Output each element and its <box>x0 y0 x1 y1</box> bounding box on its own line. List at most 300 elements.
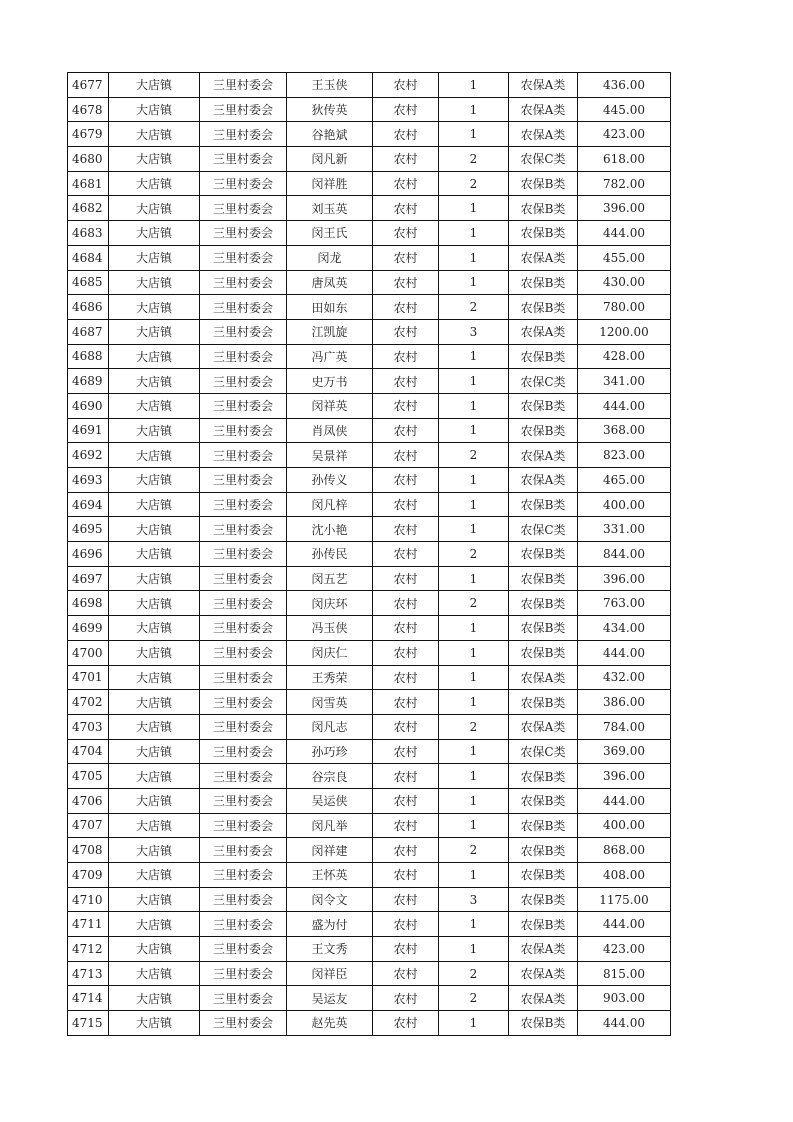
amount-cell: 903.00 <box>578 986 671 1011</box>
town-cell: 大店镇 <box>109 270 200 295</box>
area-type-cell: 农村 <box>373 912 439 937</box>
town-cell: 大店镇 <box>109 245 200 270</box>
person-name-cell: 王秀荣 <box>287 665 373 690</box>
household-count-cell: 1 <box>439 690 509 715</box>
town-cell: 大店镇 <box>109 764 200 789</box>
area-type-cell: 农村 <box>373 517 439 542</box>
village-committee-cell: 三里村委会 <box>200 468 287 493</box>
household-count-cell: 1 <box>439 739 509 764</box>
area-type-cell: 农村 <box>373 468 439 493</box>
table-row <box>68 492 671 517</box>
town-cell: 大店镇 <box>109 295 200 320</box>
household-count-cell: 1 <box>439 369 509 394</box>
row-number-cell: 4715 <box>68 1011 109 1036</box>
row-number-cell: 4691 <box>68 418 109 443</box>
row-number-cell: 4711 <box>68 912 109 937</box>
village-committee-cell: 三里村委会 <box>200 813 287 838</box>
village-committee-cell: 三里村委会 <box>200 97 287 122</box>
insurance-category-cell: 农保C类 <box>509 147 578 172</box>
household-count-cell: 1 <box>439 270 509 295</box>
row-number-cell: 4686 <box>68 295 109 320</box>
insurance-category-cell: 农保B类 <box>509 393 578 418</box>
row-number-cell: 4702 <box>68 690 109 715</box>
person-name-cell: 狄传英 <box>287 97 373 122</box>
person-name-cell: 闵祥臣 <box>287 961 373 986</box>
village-committee-cell: 三里村委会 <box>200 196 287 221</box>
person-name-cell: 吴运侠 <box>287 788 373 813</box>
row-number-cell: 4693 <box>68 468 109 493</box>
table-row <box>68 319 671 344</box>
area-type-cell: 农村 <box>373 171 439 196</box>
household-count-cell: 1 <box>439 937 509 962</box>
table-row <box>68 122 671 147</box>
row-number-cell: 4701 <box>68 665 109 690</box>
table-row <box>68 369 671 394</box>
row-number-cell: 4705 <box>68 764 109 789</box>
village-committee-cell: 三里村委会 <box>200 986 287 1011</box>
insurance-category-cell: 农保B类 <box>509 616 578 641</box>
village-committee-cell: 三里村委会 <box>200 591 287 616</box>
area-type-cell: 农村 <box>373 492 439 517</box>
town-cell: 大店镇 <box>109 665 200 690</box>
amount-cell: 369.00 <box>578 739 671 764</box>
row-number-cell: 4692 <box>68 443 109 468</box>
household-count-cell: 1 <box>439 122 509 147</box>
village-committee-cell: 三里村委会 <box>200 788 287 813</box>
town-cell: 大店镇 <box>109 97 200 122</box>
person-name-cell: 肖凤侠 <box>287 418 373 443</box>
amount-cell: 396.00 <box>578 196 671 221</box>
village-committee-cell: 三里村委会 <box>200 319 287 344</box>
insurance-category-cell: 农保B类 <box>509 788 578 813</box>
amount-cell: 428.00 <box>578 344 671 369</box>
amount-cell: 400.00 <box>578 813 671 838</box>
village-committee-cell: 三里村委会 <box>200 122 287 147</box>
area-type-cell: 农村 <box>373 393 439 418</box>
person-name-cell: 闵凡梓 <box>287 492 373 517</box>
table-row <box>68 566 671 591</box>
area-type-cell: 农村 <box>373 739 439 764</box>
area-type-cell: 农村 <box>373 616 439 641</box>
household-count-cell: 1 <box>439 492 509 517</box>
row-number-cell: 4689 <box>68 369 109 394</box>
village-committee-cell: 三里村委会 <box>200 369 287 394</box>
town-cell: 大店镇 <box>109 813 200 838</box>
amount-cell: 1175.00 <box>578 887 671 912</box>
person-name-cell: 闵龙 <box>287 245 373 270</box>
amount-cell: 434.00 <box>578 616 671 641</box>
area-type-cell: 农村 <box>373 838 439 863</box>
town-cell: 大店镇 <box>109 492 200 517</box>
area-type-cell: 农村 <box>373 122 439 147</box>
person-name-cell: 闵庆仁 <box>287 640 373 665</box>
insurance-category-cell: 农保B类 <box>509 171 578 196</box>
area-type-cell: 农村 <box>373 640 439 665</box>
amount-cell: 1200.00 <box>578 319 671 344</box>
person-name-cell: 王文秀 <box>287 937 373 962</box>
area-type-cell: 农村 <box>373 196 439 221</box>
insurance-category-cell: 农保C类 <box>509 517 578 542</box>
amount-cell: 780.00 <box>578 295 671 320</box>
row-number-cell: 4700 <box>68 640 109 665</box>
area-type-cell: 农村 <box>373 319 439 344</box>
person-name-cell: 史万书 <box>287 369 373 394</box>
area-type-cell: 农村 <box>373 369 439 394</box>
town-cell: 大店镇 <box>109 319 200 344</box>
amount-cell: 396.00 <box>578 566 671 591</box>
town-cell: 大店镇 <box>109 73 200 98</box>
household-count-cell: 1 <box>439 566 509 591</box>
household-count-cell: 2 <box>439 961 509 986</box>
subsidy-table <box>67 72 671 1036</box>
household-count-cell: 1 <box>439 73 509 98</box>
person-name-cell: 闵祥英 <box>287 393 373 418</box>
village-committee-cell: 三里村委会 <box>200 344 287 369</box>
town-cell: 大店镇 <box>109 690 200 715</box>
table-row <box>68 714 671 739</box>
village-committee-cell: 三里村委会 <box>200 665 287 690</box>
table-body <box>68 73 671 1036</box>
table-row <box>68 616 671 641</box>
table-row <box>68 986 671 1011</box>
household-count-cell: 1 <box>439 245 509 270</box>
town-cell: 大店镇 <box>109 640 200 665</box>
village-committee-cell: 三里村委会 <box>200 73 287 98</box>
insurance-category-cell: 农保B类 <box>509 887 578 912</box>
area-type-cell: 农村 <box>373 690 439 715</box>
table-row <box>68 147 671 172</box>
town-cell: 大店镇 <box>109 714 200 739</box>
household-count-cell: 1 <box>439 640 509 665</box>
household-count-cell: 2 <box>439 147 509 172</box>
person-name-cell: 闵庆环 <box>287 591 373 616</box>
row-number-cell: 4678 <box>68 97 109 122</box>
household-count-cell: 2 <box>439 295 509 320</box>
area-type-cell: 农村 <box>373 813 439 838</box>
area-type-cell: 农村 <box>373 961 439 986</box>
amount-cell: 436.00 <box>578 73 671 98</box>
town-cell: 大店镇 <box>109 912 200 937</box>
insurance-category-cell: 农保B类 <box>509 838 578 863</box>
area-type-cell: 农村 <box>373 1011 439 1036</box>
town-cell: 大店镇 <box>109 221 200 246</box>
person-name-cell: 闵凡新 <box>287 147 373 172</box>
amount-cell: 396.00 <box>578 764 671 789</box>
insurance-category-cell: 农保B类 <box>509 813 578 838</box>
table-row <box>68 813 671 838</box>
person-name-cell: 盛为付 <box>287 912 373 937</box>
area-type-cell: 农村 <box>373 887 439 912</box>
person-name-cell: 江凯旋 <box>287 319 373 344</box>
table-row <box>68 270 671 295</box>
town-cell: 大店镇 <box>109 418 200 443</box>
insurance-category-cell: 农保B类 <box>509 196 578 221</box>
row-number-cell: 4694 <box>68 492 109 517</box>
person-name-cell: 孙传民 <box>287 542 373 567</box>
town-cell: 大店镇 <box>109 171 200 196</box>
village-committee-cell: 三里村委会 <box>200 270 287 295</box>
amount-cell: 823.00 <box>578 443 671 468</box>
household-count-cell: 1 <box>439 665 509 690</box>
town-cell: 大店镇 <box>109 739 200 764</box>
insurance-category-cell: 农保B类 <box>509 566 578 591</box>
row-number-cell: 4698 <box>68 591 109 616</box>
person-name-cell: 闵祥建 <box>287 838 373 863</box>
area-type-cell: 农村 <box>373 295 439 320</box>
village-committee-cell: 三里村委会 <box>200 912 287 937</box>
insurance-category-cell: 农保B类 <box>509 912 578 937</box>
insurance-category-cell: 农保A类 <box>509 245 578 270</box>
household-count-cell: 1 <box>439 863 509 888</box>
table-row <box>68 912 671 937</box>
row-number-cell: 4696 <box>68 542 109 567</box>
area-type-cell: 农村 <box>373 937 439 962</box>
household-count-cell: 2 <box>439 542 509 567</box>
insurance-category-cell: 农保A类 <box>509 73 578 98</box>
area-type-cell: 农村 <box>373 221 439 246</box>
village-committee-cell: 三里村委会 <box>200 887 287 912</box>
amount-cell: 868.00 <box>578 838 671 863</box>
household-count-cell: 1 <box>439 616 509 641</box>
household-count-cell: 1 <box>439 912 509 937</box>
village-committee-cell: 三里村委会 <box>200 739 287 764</box>
row-number-cell: 4688 <box>68 344 109 369</box>
town-cell: 大店镇 <box>109 122 200 147</box>
village-committee-cell: 三里村委会 <box>200 937 287 962</box>
village-committee-cell: 三里村委会 <box>200 295 287 320</box>
town-cell: 大店镇 <box>109 986 200 1011</box>
table-row <box>68 73 671 98</box>
village-committee-cell: 三里村委会 <box>200 147 287 172</box>
household-count-cell: 2 <box>439 714 509 739</box>
row-number-cell: 4703 <box>68 714 109 739</box>
village-committee-cell: 三里村委会 <box>200 542 287 567</box>
household-count-cell: 1 <box>439 813 509 838</box>
row-number-cell: 4707 <box>68 813 109 838</box>
row-number-cell: 4710 <box>68 887 109 912</box>
town-cell: 大店镇 <box>109 838 200 863</box>
row-number-cell: 4690 <box>68 393 109 418</box>
village-committee-cell: 三里村委会 <box>200 393 287 418</box>
village-committee-cell: 三里村委会 <box>200 492 287 517</box>
table-row <box>68 838 671 863</box>
insurance-category-cell: 农保A类 <box>509 937 578 962</box>
row-number-cell: 4687 <box>68 319 109 344</box>
person-name-cell: 闵雪英 <box>287 690 373 715</box>
area-type-cell: 农村 <box>373 418 439 443</box>
table-row <box>68 393 671 418</box>
amount-cell: 444.00 <box>578 640 671 665</box>
village-committee-cell: 三里村委会 <box>200 863 287 888</box>
row-number-cell: 4677 <box>68 73 109 98</box>
table-row <box>68 591 671 616</box>
town-cell: 大店镇 <box>109 393 200 418</box>
insurance-category-cell: 农保A类 <box>509 714 578 739</box>
table-row <box>68 863 671 888</box>
town-cell: 大店镇 <box>109 542 200 567</box>
amount-cell: 430.00 <box>578 270 671 295</box>
town-cell: 大店镇 <box>109 887 200 912</box>
row-number-cell: 4697 <box>68 566 109 591</box>
row-number-cell: 4685 <box>68 270 109 295</box>
insurance-category-cell: 农保A类 <box>509 122 578 147</box>
person-name-cell: 闵祥胜 <box>287 171 373 196</box>
village-committee-cell: 三里村委会 <box>200 640 287 665</box>
household-count-cell: 1 <box>439 517 509 542</box>
row-number-cell: 4713 <box>68 961 109 986</box>
amount-cell: 782.00 <box>578 171 671 196</box>
insurance-category-cell: 农保B类 <box>509 1011 578 1036</box>
table-row <box>68 887 671 912</box>
village-committee-cell: 三里村委会 <box>200 1011 287 1036</box>
insurance-category-cell: 农保B类 <box>509 764 578 789</box>
town-cell: 大店镇 <box>109 1011 200 1036</box>
area-type-cell: 农村 <box>373 788 439 813</box>
person-name-cell: 冯玉侠 <box>287 616 373 641</box>
insurance-category-cell: 农保B类 <box>509 640 578 665</box>
amount-cell: 784.00 <box>578 714 671 739</box>
household-count-cell: 1 <box>439 468 509 493</box>
person-name-cell: 唐凤英 <box>287 270 373 295</box>
amount-cell: 618.00 <box>578 147 671 172</box>
insurance-category-cell: 农保B类 <box>509 295 578 320</box>
amount-cell: 444.00 <box>578 221 671 246</box>
insurance-category-cell: 农保B类 <box>509 344 578 369</box>
amount-cell: 465.00 <box>578 468 671 493</box>
insurance-category-cell: 农保B类 <box>509 221 578 246</box>
amount-cell: 445.00 <box>578 97 671 122</box>
amount-cell: 844.00 <box>578 542 671 567</box>
person-name-cell: 吴运友 <box>287 986 373 1011</box>
town-cell: 大店镇 <box>109 566 200 591</box>
household-count-cell: 1 <box>439 788 509 813</box>
table-row <box>68 640 671 665</box>
household-count-cell: 2 <box>439 443 509 468</box>
village-committee-cell: 三里村委会 <box>200 838 287 863</box>
village-committee-cell: 三里村委会 <box>200 221 287 246</box>
household-count-cell: 2 <box>439 591 509 616</box>
area-type-cell: 农村 <box>373 147 439 172</box>
amount-cell: 400.00 <box>578 492 671 517</box>
village-committee-cell: 三里村委会 <box>200 616 287 641</box>
table-row <box>68 295 671 320</box>
village-committee-cell: 三里村委会 <box>200 690 287 715</box>
row-number-cell: 4706 <box>68 788 109 813</box>
person-name-cell: 闵令文 <box>287 887 373 912</box>
village-committee-cell: 三里村委会 <box>200 764 287 789</box>
household-count-cell: 2 <box>439 986 509 1011</box>
town-cell: 大店镇 <box>109 788 200 813</box>
household-count-cell: 1 <box>439 393 509 418</box>
insurance-category-cell: 农保B类 <box>509 270 578 295</box>
person-name-cell: 王玉侠 <box>287 73 373 98</box>
person-name-cell: 闵王氏 <box>287 221 373 246</box>
table-row <box>68 344 671 369</box>
row-number-cell: 4699 <box>68 616 109 641</box>
insurance-category-cell: 农保B类 <box>509 690 578 715</box>
insurance-category-cell: 农保B类 <box>509 418 578 443</box>
household-count-cell: 1 <box>439 196 509 221</box>
village-committee-cell: 三里村委会 <box>200 171 287 196</box>
area-type-cell: 农村 <box>373 863 439 888</box>
town-cell: 大店镇 <box>109 937 200 962</box>
person-name-cell: 吴景祥 <box>287 443 373 468</box>
table-row <box>68 468 671 493</box>
insurance-category-cell: 农保A类 <box>509 97 578 122</box>
town-cell: 大店镇 <box>109 468 200 493</box>
town-cell: 大店镇 <box>109 369 200 394</box>
insurance-category-cell: 农保B类 <box>509 863 578 888</box>
household-count-cell: 2 <box>439 171 509 196</box>
insurance-category-cell: 农保B类 <box>509 492 578 517</box>
insurance-category-cell: 农保A类 <box>509 468 578 493</box>
amount-cell: 444.00 <box>578 788 671 813</box>
table-row <box>68 961 671 986</box>
table-row <box>68 690 671 715</box>
person-name-cell: 谷艳斌 <box>287 122 373 147</box>
household-count-cell: 1 <box>439 764 509 789</box>
table-row <box>68 937 671 962</box>
person-name-cell: 闵凡举 <box>287 813 373 838</box>
row-number-cell: 4704 <box>68 739 109 764</box>
person-name-cell: 冯广英 <box>287 344 373 369</box>
table-row <box>68 245 671 270</box>
area-type-cell: 农村 <box>373 344 439 369</box>
insurance-category-cell: 农保C类 <box>509 739 578 764</box>
insurance-category-cell: 农保C类 <box>509 369 578 394</box>
amount-cell: 455.00 <box>578 245 671 270</box>
person-name-cell: 刘玉英 <box>287 196 373 221</box>
amount-cell: 341.00 <box>578 369 671 394</box>
person-name-cell: 谷宗良 <box>287 764 373 789</box>
amount-cell: 386.00 <box>578 690 671 715</box>
town-cell: 大店镇 <box>109 344 200 369</box>
row-number-cell: 4681 <box>68 171 109 196</box>
table-row <box>68 1011 671 1036</box>
table-row <box>68 739 671 764</box>
insurance-category-cell: 农保A类 <box>509 443 578 468</box>
amount-cell: 815.00 <box>578 961 671 986</box>
row-number-cell: 4679 <box>68 122 109 147</box>
amount-cell: 331.00 <box>578 517 671 542</box>
village-committee-cell: 三里村委会 <box>200 245 287 270</box>
amount-cell: 368.00 <box>578 418 671 443</box>
person-name-cell: 孙传义 <box>287 468 373 493</box>
row-number-cell: 4683 <box>68 221 109 246</box>
table-row <box>68 517 671 542</box>
person-name-cell: 闵凡志 <box>287 714 373 739</box>
village-committee-cell: 三里村委会 <box>200 961 287 986</box>
area-type-cell: 农村 <box>373 986 439 1011</box>
row-number-cell: 4708 <box>68 838 109 863</box>
village-committee-cell: 三里村委会 <box>200 714 287 739</box>
person-name-cell: 闵五艺 <box>287 566 373 591</box>
amount-cell: 444.00 <box>578 393 671 418</box>
household-count-cell: 3 <box>439 319 509 344</box>
town-cell: 大店镇 <box>109 591 200 616</box>
village-committee-cell: 三里村委会 <box>200 418 287 443</box>
household-count-cell: 1 <box>439 97 509 122</box>
household-count-cell: 1 <box>439 221 509 246</box>
row-number-cell: 4684 <box>68 245 109 270</box>
table-row <box>68 221 671 246</box>
area-type-cell: 农村 <box>373 764 439 789</box>
amount-cell: 423.00 <box>578 122 671 147</box>
area-type-cell: 农村 <box>373 714 439 739</box>
area-type-cell: 农村 <box>373 245 439 270</box>
amount-cell: 408.00 <box>578 863 671 888</box>
area-type-cell: 农村 <box>373 566 439 591</box>
